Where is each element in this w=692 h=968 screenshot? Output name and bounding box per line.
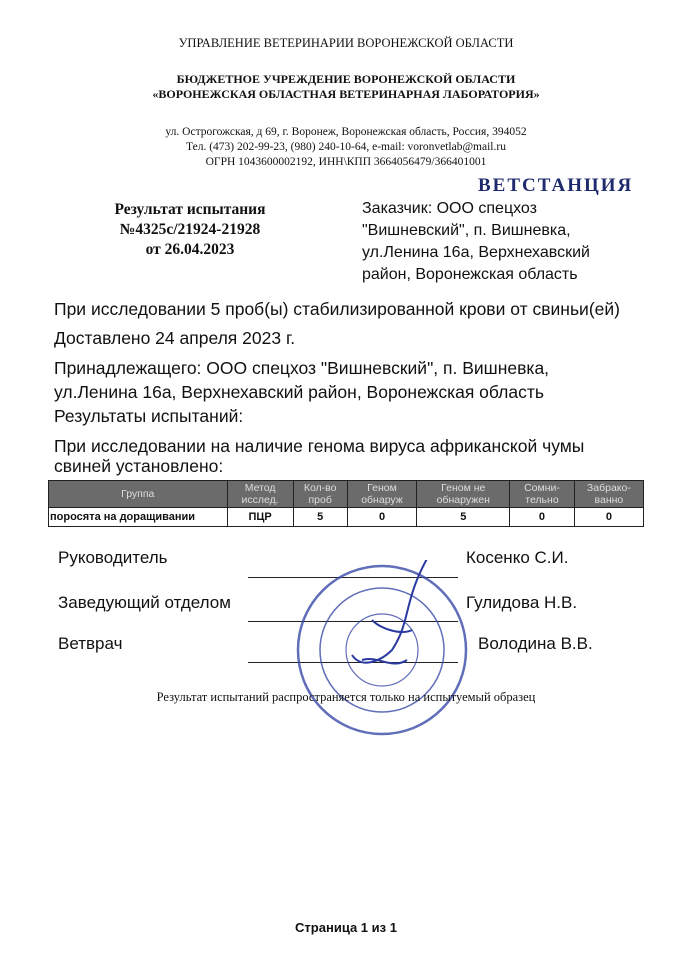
address-block [0, 125, 692, 170]
col-header: Сомни-тельно [510, 481, 575, 508]
result-date: от 26.04.2023 [145, 241, 235, 258]
cell: поросята на доращивании [49, 508, 228, 527]
cell: 0 [574, 508, 643, 527]
col-header: Забрако-ванно [574, 481, 643, 508]
col-header: Геном обнаруж [347, 481, 417, 508]
customer [362, 198, 590, 286]
body-line: При исследовании на наличие генома вируса африканской чумы [54, 436, 585, 456]
cell: 0 [347, 508, 417, 527]
body-line: свиней установлено: [54, 456, 224, 476]
result-title: Результат испытания [114, 201, 266, 218]
result-header [60, 200, 320, 260]
cell: ПЦР [227, 508, 293, 527]
signature-name: Володина В.В. [478, 634, 593, 653]
result-number: №4325с/21924-21928 [119, 221, 261, 238]
results-table [48, 480, 644, 527]
vetstation-stamp: ВЕТСТАНЦИЯ [478, 175, 634, 196]
signature-role: Руководитель [58, 548, 168, 567]
body-line: Результаты испытаний: [54, 406, 244, 426]
address: ул. Острогожская, д 69, г. Воронеж, Воронежская область, Россия, 394052 [165, 126, 527, 138]
signature-role: Ветврач [58, 634, 123, 653]
official-seal [292, 560, 472, 740]
customer-line: ул.Ленина 16а, Верхнехавский [362, 244, 590, 261]
org-line-1: БЮДЖЕТНОЕ УЧРЕЖДЕНИЕ ВОРОНЕЖСКОЙ ОБЛАСТИ [176, 72, 516, 86]
org-line-2: «ВОРОНЕЖСКАЯ ОБЛАСТНАЯ ВЕТЕРИНАРНАЯ ЛАБОРАТОРИЯ» [152, 87, 540, 101]
customer-line: "Вишневский", п. Вишневка, [362, 222, 571, 239]
body-line: Принадлежащего: ООО спецхоз "Вишневский", п. Вишневка, [54, 358, 550, 378]
page-number: Страница 1 из 1 [295, 920, 397, 935]
ids: ОГРН 1043600002192, ИНН\КПП 3664056479/366401001 [205, 156, 487, 168]
col-header: Группа [49, 481, 228, 508]
footer-note: Результат испытаний распространяется только на испытуемый образец [156, 690, 536, 704]
table-row [49, 508, 644, 527]
body-line: При исследовании 5 проб(ы) стабилизированной крови от свиньи(ей) [54, 299, 620, 319]
col-header: Метод исслед. [227, 481, 293, 508]
signature-role: Заведующий отделом [58, 593, 231, 612]
cell: 5 [293, 508, 347, 527]
col-header: Кол-во проб [293, 481, 347, 508]
authority: УПРАВЛЕНИЕ ВЕТЕРИНАРИИ ВОРОНЕЖСКОЙ ОБЛАСТИ [178, 36, 514, 50]
customer-line: район, Воронежская область [362, 266, 578, 283]
cell: 5 [417, 508, 510, 527]
cell: 0 [510, 508, 575, 527]
body-line: ул.Ленина 16а, Верхнехавский район, Воронежская область [54, 382, 544, 402]
col-header: Геном не обнаружен [417, 481, 510, 508]
customer-line: Заказчик: ООО спецхоз [362, 200, 537, 217]
body-line: Доставлено 24 апреля 2023 г. [54, 328, 296, 348]
contacts: Тел. (473) 202-99-23, (980) 240-10-64, e-mail: voronvetlab@mail.ru [186, 141, 506, 153]
signature-name: Косенко С.И. [466, 548, 569, 567]
signature-name: Гулидова Н.В. [466, 593, 578, 612]
organization [0, 72, 692, 102]
table-header-row [49, 481, 644, 508]
